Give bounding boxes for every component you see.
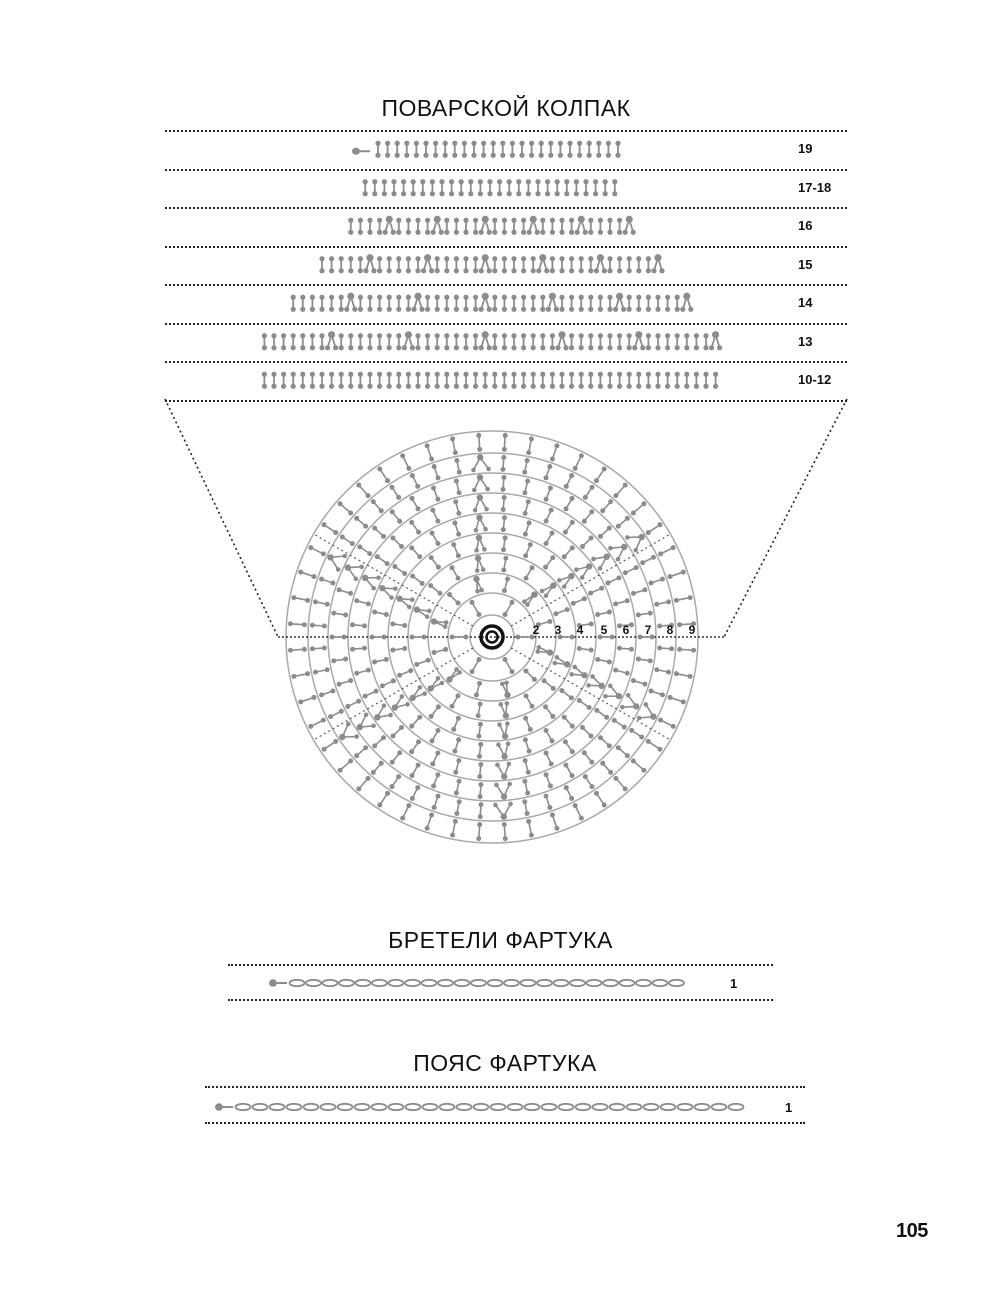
- round-label: 6: [622, 623, 630, 637]
- hat-row-label: 15: [798, 256, 813, 272]
- round-label: 4: [576, 623, 584, 637]
- round-label: 7: [644, 623, 652, 637]
- belt-chain-stitches: [215, 1103, 744, 1111]
- hat-section-title: ПОВАРСКОЙ КОЛПАК: [381, 95, 631, 121]
- hat-row-label: 13: [798, 333, 813, 349]
- hat-row-label: 16: [798, 218, 813, 234]
- belt-row-label: 1: [785, 1100, 793, 1115]
- page-number: 105: [896, 1220, 928, 1242]
- belt-bottom-divider: [205, 1122, 805, 1124]
- round-label: 2: [532, 623, 540, 637]
- straps-section-title: БРЕТЕЛИ ФАРТУКА: [388, 927, 613, 953]
- hat-row-label: 14: [798, 295, 813, 311]
- round-label: 3: [554, 623, 562, 637]
- hat-row-label: 10-12: [798, 372, 832, 388]
- round-label: 8: [666, 623, 674, 637]
- hat-row-label: 17-18: [798, 179, 832, 195]
- round-label: 5: [600, 623, 608, 637]
- belt-section-title: ПОЯС ФАРТУКА: [413, 1050, 597, 1076]
- straps-row-label: 1: [730, 976, 738, 991]
- round-label: 9: [688, 623, 696, 637]
- hat-row-label: 19: [798, 141, 813, 157]
